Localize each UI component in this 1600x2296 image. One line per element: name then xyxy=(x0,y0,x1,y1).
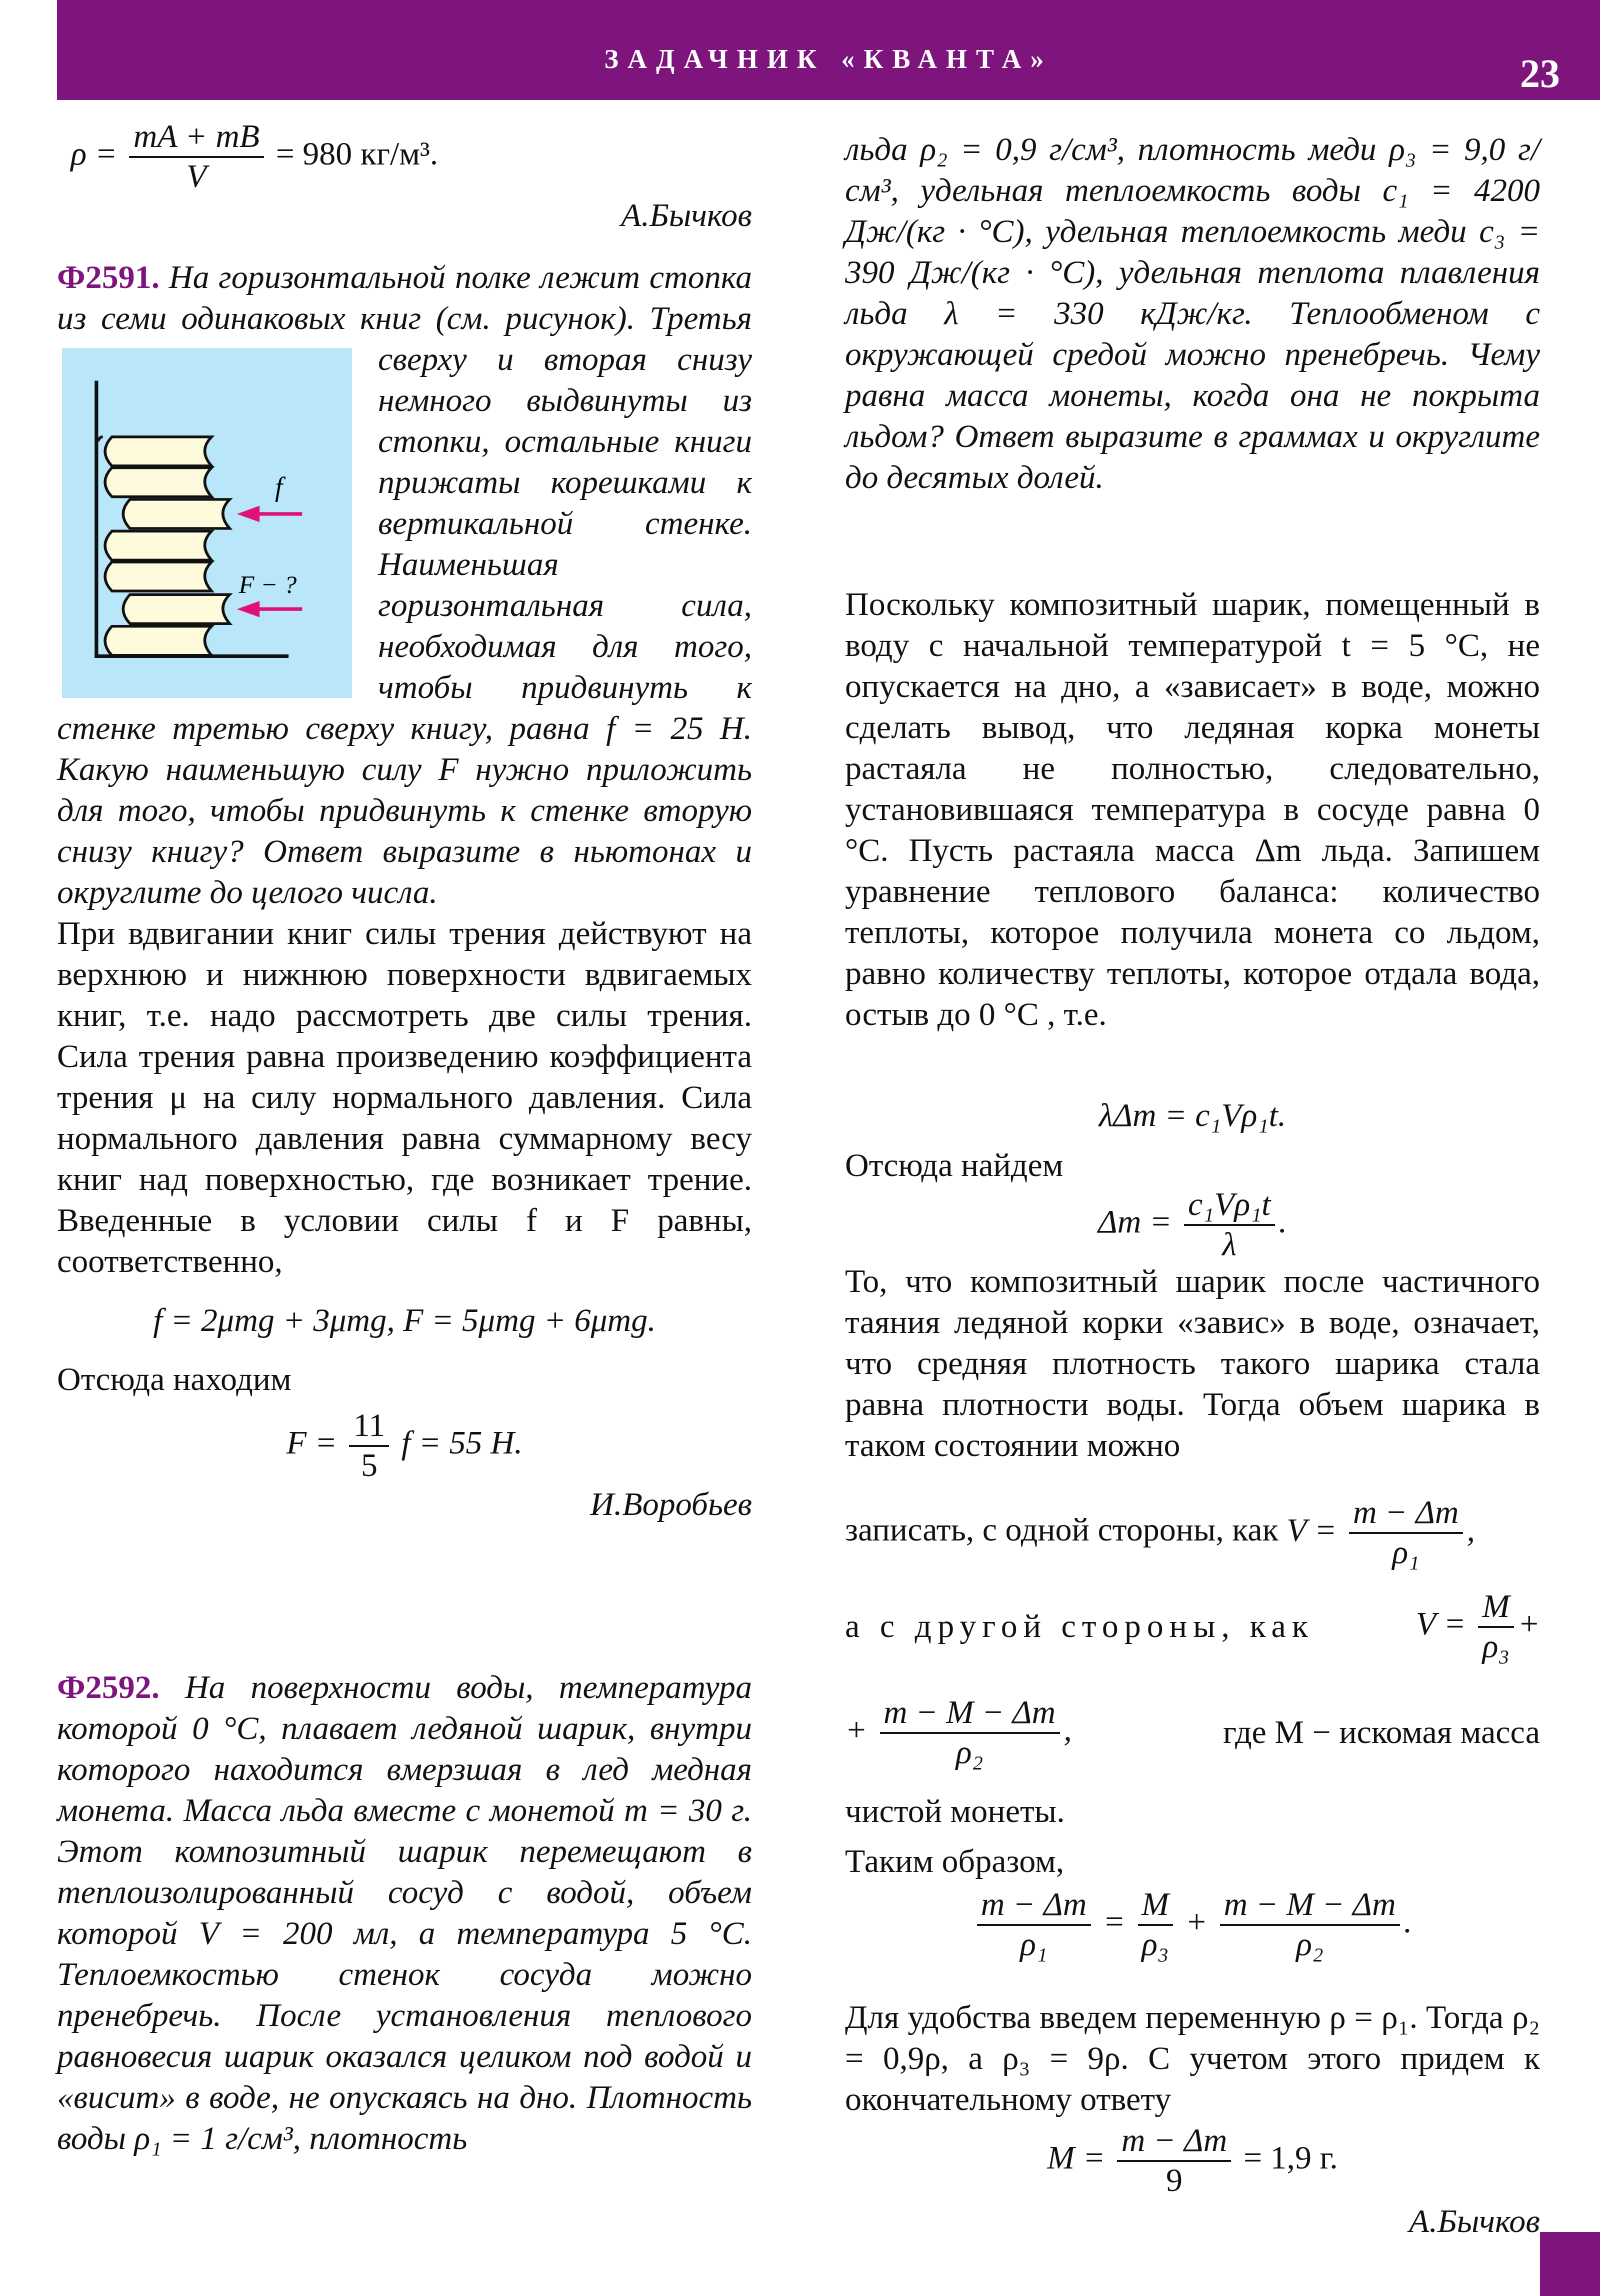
denominator: V xyxy=(186,159,207,195)
formula-rhs: = 980 кг/м³. xyxy=(275,136,439,173)
problem-id: Ф2591. xyxy=(57,260,160,296)
numerator: 11 xyxy=(349,1407,389,1447)
thus-text: Таким образом, xyxy=(845,1844,1065,1880)
fraction xyxy=(129,118,263,196)
author: И.Воробьев xyxy=(590,1487,752,1523)
fraction xyxy=(1478,1588,1514,1666)
top-formula xyxy=(0,118,602,196)
text: где M − искомая масса xyxy=(1223,1714,1540,1751)
fraction xyxy=(349,1407,389,1485)
text: записать, с одной стороны, как xyxy=(845,1512,1279,1549)
formula-rhs: . xyxy=(1278,1204,1287,1241)
corner-marker xyxy=(1540,2232,1600,2296)
label-f: f xyxy=(274,471,283,502)
page-number: 23 xyxy=(1520,51,1560,96)
problem-id: Ф2592. xyxy=(57,1670,160,1706)
equation-answer xyxy=(845,2122,1540,2200)
label-F: F − ? xyxy=(238,570,297,599)
hence-text: Отсюда найдем xyxy=(845,1148,1064,1184)
denominator: ρ₁ xyxy=(1020,1927,1048,1963)
formula-rhs: = 1,9 г. xyxy=(1243,2140,1338,2177)
formula-lhs: V = xyxy=(1415,1606,1466,1643)
formula-forces: f = 2μmg + 3μmg, F = 5μmg + 6μmg. xyxy=(153,1303,656,1339)
equation-delta-m xyxy=(845,1186,1540,1264)
equation-volume xyxy=(845,1886,1540,1964)
numerator: mA + mB xyxy=(129,118,263,158)
solution-text: При вдвигании книг силы трения действуют на верхнюю и нижнюю поверхности вдвигаемых книг, т.е. надо рассмотреть две силы трения. Сила трения равна произведению коэффициента трения μ на силу нормального давления. Сила нормального давления равна суммарному весу книг над поверхностью, где возникает трение. Введенные в условии силы f и F равны, соответственно, xyxy=(57,916,752,1280)
numerator: m − M − Δm xyxy=(880,1694,1060,1734)
formula-lhs: Δm = xyxy=(1098,1204,1172,1241)
problem-statement xyxy=(57,258,752,914)
formula-lhs: M = xyxy=(1047,2140,1106,2177)
solution-part-3: Для удобства введем переменную ρ = ρ₁. Тогда ρ₂ = 0,9ρ, а ρ₃ = 9ρ. С учетом этого придем к окончательному ответу xyxy=(845,2000,1540,2118)
hence-text: Отсюда находим xyxy=(57,1362,292,1398)
formula-lhs: V = xyxy=(1286,1512,1337,1549)
period: . xyxy=(1403,1904,1413,1941)
statement-text: На горизонтальной полке лежит стопка из семи одинаковых книг (см. рисунок). Третья сверху и вторая снизу немного выдвинуты из стопки, остальные книги прижаты корешками к вертикальной стенке. Наименьшая горизонтальная сила, необходимая для того, чтобы придвинуть к стенке третью сверху книгу, равна f = 25 Н. Какую наименьшую силу F нужно приложить для того, чтобы придвинуть к стенке вторую снизу книгу? Ответ выразите в ньютонах и округлите до целого числа. xyxy=(57,260,753,911)
formula-lhs: ρ = xyxy=(70,136,118,173)
author: А.Бычков xyxy=(1409,2204,1540,2240)
denominator: 5 xyxy=(360,1448,378,1484)
formula-rhs: + xyxy=(1517,1606,1540,1643)
numerator: m − Δm xyxy=(1117,2122,1231,2162)
fraction xyxy=(1220,1886,1400,1964)
volume-line-1 xyxy=(845,1494,1540,1572)
statement-continuation: льда ρ₂ = 0,9 г/см³, плотность меди ρ₃ = 9,0 г/см³, удельная теплоемкость воды c₁ = 4200 Дж/(кг · °С), удельная теплоемкость меди c₃ = 390 Дж/(кг · °С), удельная теплота плавления льда λ = 330 кДж/кг. Теплообменом с окружающей средой можно пренебречь. Чему равна масса монеты, когда она не покрыта льдом? Ответ выразите в граммах и округлите до десятых долей. xyxy=(845,132,1540,496)
equals: = xyxy=(1102,1904,1126,1941)
denominator: ρ₁ xyxy=(1392,1535,1420,1571)
problem-f2591 xyxy=(57,258,752,1526)
denominator: ρ₂ xyxy=(955,1735,984,1771)
fraction xyxy=(1138,1886,1174,1964)
formula-rhs: , xyxy=(1466,1512,1476,1549)
denominator: ρ₃ xyxy=(1141,1927,1169,1963)
formula-rhs: , xyxy=(1063,1712,1072,1749)
numerator: c₁Vρ₁t xyxy=(1184,1186,1275,1226)
denominator: λ xyxy=(1222,1227,1237,1263)
formula-lhs: + xyxy=(845,1712,868,1749)
formula-answer xyxy=(57,1407,752,1485)
solution-part-1: Поскольку композитный шарик, помещенный в воду с начальной температурой t = 5 °С, не опускается на дно, а «зависает» в воде, можно сделать вывод, что ледяная корка монеты растаяла не полностью, следовательно, установившаяся температура в сосуде равна 0 °С. Пусть растаяла масса Δm льда. Запишем уравнение теплового баланса: количество теплоты, которое получила монета со льдом, равно количеству теплоты, которое отдала вода, остыв до 0 °С , т.е. xyxy=(845,587,1540,1033)
section-title: ЗАДАЧНИК «КВАНТА» xyxy=(604,44,1053,74)
pure-coin-text: чистой монеты. xyxy=(845,1794,1065,1830)
text: а с другой стороны, как xyxy=(845,1608,1314,1645)
volume-line-2 xyxy=(845,1588,1540,1666)
formula-lhs: F = xyxy=(286,1425,338,1462)
fraction xyxy=(880,1694,1060,1772)
volume-line-3 xyxy=(845,1694,1540,1772)
equation-heat-balance: λΔm = c₁Vρ₁t. xyxy=(1098,1098,1287,1134)
numerator: M xyxy=(1478,1588,1514,1628)
page-header xyxy=(57,0,1600,100)
author: А.Бычков xyxy=(621,198,752,234)
numerator: M xyxy=(1138,1886,1174,1926)
solution-part-2: То, что композитный шарик после частичного таяния ледяной корки «завис» в воде, означает, что средняя плотность такого шарика стала равна плотности воды. Тогда объем шарика в таком состоянии можно xyxy=(845,1264,1540,1464)
statement-text: На поверхности воды, температура которой 0 °С, плавает ледяной шарик, внутри которого находится вмерзшая в лед медная монета. Масса льда вместе с монетой m = 30 г. Этот композитный шарик перемещают в теплоизолированный сосуд с водой, объем которой V = 200 мл, а температура 5 °С. Теплоемкостью стенок сосуда можно пренебречь. После установления теплового равновесия шарик оказался целиком под водой и «висит» в воде, не опускаясь на дно. Плотность воды ρ₁ = 1 г/см³, плотность xyxy=(57,1670,752,2157)
fraction xyxy=(1349,1494,1463,1572)
denominator: ρ₂ xyxy=(1296,1927,1324,1963)
fraction xyxy=(977,1886,1091,1964)
numerator: m − Δm xyxy=(977,1886,1091,1926)
problem-statement xyxy=(57,1668,752,2160)
books-stack-illustration xyxy=(62,348,352,698)
numerator: m − M − Δm xyxy=(1220,1886,1400,1926)
denominator: ρ₃ xyxy=(1482,1629,1510,1665)
fraction xyxy=(1117,2122,1231,2200)
plus: + xyxy=(1185,1904,1208,1941)
books-figure xyxy=(62,348,352,698)
denominator: 9 xyxy=(1166,2163,1183,2199)
fraction xyxy=(1184,1186,1275,1264)
formula-rhs: f = 55 Н. xyxy=(401,1425,523,1462)
numerator: m − Δm xyxy=(1349,1494,1463,1534)
problem-f2592 xyxy=(57,1668,752,2160)
